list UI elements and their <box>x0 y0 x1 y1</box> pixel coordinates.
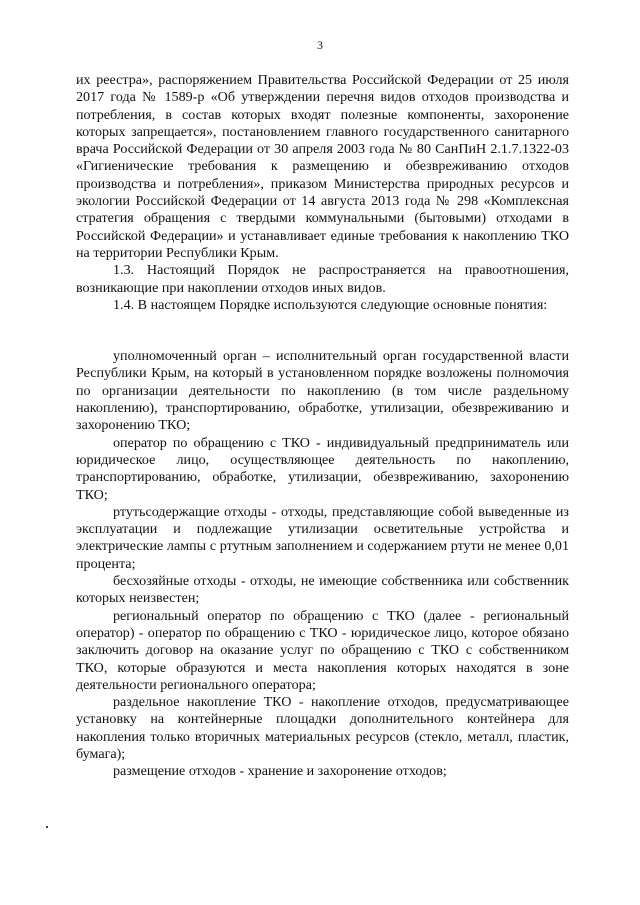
page-number: 3 <box>317 38 323 52</box>
definition-authorized-body: уполномоченный орган – исполнительный орган государственной власти Республики Крым, на который в установленном порядке возложены полномочия по организации деятельности по накоплению (в том числе раздельному накоплению), транспортированию, обработке, утилизации, обезвреживанию и захоронению ТКО; <box>76 348 569 434</box>
scan-speck <box>46 826 48 828</box>
definition-waste-placement: размещение отходов - хранение и захоронение отходов; <box>113 763 447 780</box>
definition-regional-operator: региональный оператор по обращению с ТКО (далее - региональный оператор) - оператор по обращению с ТКО - юридическое лицо, которое обязано заключить договор на оказание услуг по обращению с ТКО с собственником ТКО, которые образуются и места накопления которых находятся в зоне деятельности регионального оператора; <box>76 607 569 693</box>
document-body <box>76 72 569 781</box>
paragraph-continuation: их реестра», распоряжением Правительства Российской Федерации от 25 июля 2017 года № 1589-р «Об утверждении перечня видов отходов производства и потребления, в состав которых входят полезные компоненты, захоронение которых запрещается», постановлением главного государственного санитарного врача Российской Федерации от 30 апреля 2003 года № 80 СанПиН 2.1.7.1322-03 «Гигиенические требования к размещению и обезвреживанию отходов производства и потребления», приказом Министерства природных ресурсов и экологии Российской Федерации от 14 августа 2013 года № 298 «Комплексная стратегия обращения с твердыми коммунальными (бытовыми) отходами в Российской Федерации» и устанавливает единые требования к накоплению ТКО на территории Республики Крым. <box>76 72 569 261</box>
paragraph-clause-1-4: 1.4. В настоящем Порядке используются следующие основные понятия: <box>113 296 548 313</box>
definition-tko-operator: оператор по обращению с ТКО - индивидуальный предприниматель или юридическое лицо, осуществляющее деятельность по накоплению, транспортированию, обработке, утилизации, обезвреживанию, захоронению ТКО; <box>76 434 569 503</box>
paragraph-clause-1-3: 1.3. Настоящий Порядок не распространяется на правоотношения, возникающие при накоплении отходов иных видов. <box>76 262 569 296</box>
paragraph-spacer <box>76 314 569 348</box>
definition-mercury-waste: ртутьсодержащие отходы - отходы, представляющие собой выведенные из эксплуатации и подлежащие утилизации осветительные устройства и электрические лампы с ртутным заполнением и содержанием ртути не менее 0,01 процента; <box>76 503 569 572</box>
definition-separate-accumulation: раздельное накопление ТКО - накопление отходов, предусматривающее установку на контейнерные площадки дополнительного контейнера для накопления только вторичных материальных ресурсов (стекло, металл, пластик, бумага); <box>76 694 569 762</box>
definition-ownerless-waste: бесхозяйные отходы - отходы, не имеющие собственника или собственник которых неизвестен; <box>76 573 569 607</box>
